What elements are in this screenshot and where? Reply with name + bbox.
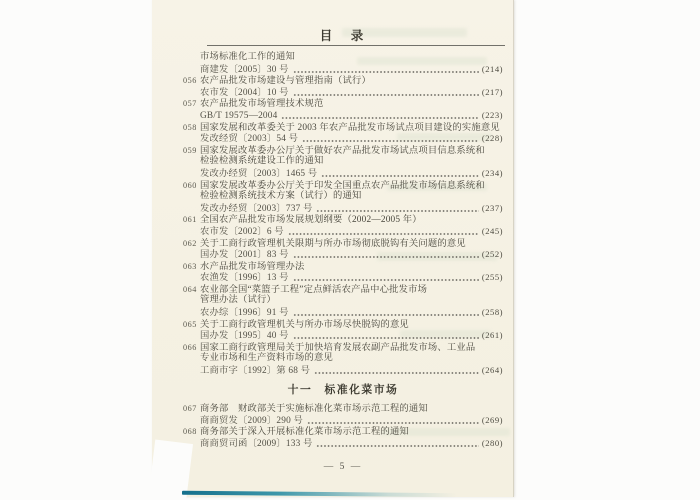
item-title: 市场标准化工作的通知 xyxy=(200,52,295,62)
header-rule xyxy=(207,45,505,46)
item-title: 专业市场和生产资料市场的意见 xyxy=(200,353,333,364)
toc-item-number: 062 xyxy=(183,238,197,248)
toc-line xyxy=(183,353,503,365)
page-ref: (234) xyxy=(481,167,503,178)
toc-line xyxy=(183,64,503,76)
toc-line xyxy=(183,226,503,238)
toc-line xyxy=(183,365,503,377)
toc-line xyxy=(183,319,503,331)
toc-line xyxy=(183,438,503,450)
doc-reference: 商商贸司函〔2009〕133 号 xyxy=(200,439,313,449)
page-ref: (280) xyxy=(481,438,503,448)
item-title: 关于工商行政管理机关限期与所办市场彻底脱钩有关问题的意见 xyxy=(200,238,466,249)
doc-reference: 农渔发〔1996〕13 号 xyxy=(200,273,289,284)
dotted-leader xyxy=(307,422,479,424)
item-title: 管理办法（试行） xyxy=(200,295,276,306)
toc-line xyxy=(183,191,503,203)
page-ref: (223) xyxy=(481,109,503,120)
item-title: 国家发展改革委办公厅关于做好农产品批发市场试点项目信息系统和 xyxy=(200,145,485,156)
doc-reference: 发改经贸〔2003〕54 号 xyxy=(200,134,299,145)
toc-line xyxy=(183,168,503,180)
item-title: 农产品批发市场建设与管理指南（试行） xyxy=(200,76,371,87)
dotted-leader xyxy=(302,140,479,142)
item-title: 检验检测系统建设工作的通知 xyxy=(200,156,324,167)
page-ref: (255) xyxy=(481,272,503,283)
page-ref: (228) xyxy=(481,133,503,144)
doc-reference: 商建发〔2005〕30 号 xyxy=(200,64,289,75)
toc-line xyxy=(183,426,503,438)
toc-line xyxy=(183,342,503,354)
toc-item-number: 061 xyxy=(183,215,197,225)
toc-item-number: 058 xyxy=(183,122,197,132)
doc-reference: 商商贸发〔2009〕290 号 xyxy=(200,415,303,426)
toc-item-number: 067 xyxy=(183,404,197,414)
dotted-leader xyxy=(293,94,479,96)
toc-line xyxy=(183,249,503,261)
toc-line xyxy=(183,307,503,319)
toc-line xyxy=(183,203,503,215)
toc-line xyxy=(183,238,503,250)
dotted-leader xyxy=(316,445,478,447)
dotted-leader xyxy=(288,233,479,235)
toc-item-number: 068 xyxy=(183,427,197,437)
item-title: 商务部关于深入开展标准化菜市场示范工程的通知 xyxy=(200,427,409,438)
scanned-page xyxy=(152,0,514,497)
toc-line xyxy=(183,330,503,342)
item-title: 检验检测系统技术方案（试行）的通知 xyxy=(200,191,362,202)
dotted-leader xyxy=(293,279,479,281)
toc-line xyxy=(183,415,503,427)
dotted-leader xyxy=(316,210,478,212)
item-title: 农业部全国“菜篮子工程”定点鲜活农产品中心批发市场 xyxy=(200,284,428,295)
item-title: 全国农产品批发市场发展规划纲要（2002—2005 年） xyxy=(200,215,422,226)
toc-list xyxy=(183,52,503,450)
page-ref: (245) xyxy=(481,225,503,236)
toc-line xyxy=(183,261,503,273)
toc-line xyxy=(183,52,503,64)
toc-line xyxy=(183,295,503,307)
scan-edge-artifact xyxy=(182,490,457,496)
toc-line xyxy=(183,145,503,157)
doc-reference: 农市发〔2002〕6 号 xyxy=(200,226,284,237)
toc-line xyxy=(183,403,503,415)
toc-line xyxy=(183,133,503,145)
page-ref: (258) xyxy=(481,307,503,318)
page-ref: (261) xyxy=(481,330,503,341)
dotted-leader xyxy=(314,372,479,374)
toc-item-number: 057 xyxy=(183,99,197,109)
toc-item-number: 056 xyxy=(183,76,197,86)
dotted-leader xyxy=(293,256,479,258)
toc-item-number: 063 xyxy=(183,261,197,271)
toc-item-number: 065 xyxy=(183,319,197,329)
doc-reference: 发改办经贸〔2003〕1465 号 xyxy=(200,168,318,179)
page-ref: (269) xyxy=(481,414,503,425)
item-title: 农产品批发市场管理技术规范 xyxy=(200,99,324,110)
toc-item-number: 060 xyxy=(183,180,197,190)
item-title: 国家工商行政管理局关于加快培育发展农副产品批发市场、工业品 xyxy=(200,342,476,353)
page-number: — 5 — xyxy=(323,462,363,472)
doc-reference: 农市发〔2004〕10 号 xyxy=(200,87,289,98)
dotted-leader xyxy=(293,71,479,73)
page-ref: (252) xyxy=(481,249,503,260)
doc-reference: 农办综〔1996〕91 号 xyxy=(200,308,289,319)
page-ref: (264) xyxy=(481,365,503,376)
toc-line xyxy=(183,180,503,192)
item-title: 国家发展改革委办公厅关于印发全国重点农产品批发市场信息系统和 xyxy=(200,180,485,191)
toc-line xyxy=(183,87,503,99)
toc-item-number: 064 xyxy=(183,284,197,294)
toc-line xyxy=(183,110,503,122)
toc-item-number: 066 xyxy=(183,342,197,352)
doc-reference: 工商市字〔1992〕第 68 号 xyxy=(200,366,311,377)
toc-line xyxy=(183,272,503,284)
item-title: 商务部 财政部关于实施标准化菜市场示范工程的通知 xyxy=(200,404,428,415)
toc-line xyxy=(183,75,503,87)
toc-line xyxy=(183,214,503,226)
doc-reference: 发改办经贸〔2003〕737 号 xyxy=(200,203,313,214)
page-ref: (237) xyxy=(481,202,503,213)
dotted-leader xyxy=(293,337,479,339)
section-heading: 十一 标准化菜市场 xyxy=(287,383,399,396)
dotted-leader xyxy=(293,314,479,316)
toc-line xyxy=(183,122,503,134)
page-title: 目 录 xyxy=(319,29,367,43)
doc-reference: 国办发〔2001〕83 号 xyxy=(200,250,289,261)
toc-line xyxy=(183,284,503,296)
item-title: 国家发展和改革委关于 2003 年农产品批发市场试点项目建设的实施意见 xyxy=(200,122,500,133)
doc-reference: 国办发〔1995〕40 号 xyxy=(200,331,289,342)
dotted-leader xyxy=(281,117,478,119)
toc-item-number: 059 xyxy=(183,145,197,155)
page-ref: (217) xyxy=(481,86,503,97)
doc-reference: GB/T 19575—2004 xyxy=(200,110,278,121)
toc-line xyxy=(183,156,503,168)
item-title: 水产品批发市场管理办法 xyxy=(200,261,305,272)
page-ref: (214) xyxy=(481,63,503,74)
dotted-leader xyxy=(321,175,479,177)
item-title: 关于工商行政管理机关与所办市场尽快脱钩的意见 xyxy=(200,319,409,330)
toc-line xyxy=(183,98,503,110)
